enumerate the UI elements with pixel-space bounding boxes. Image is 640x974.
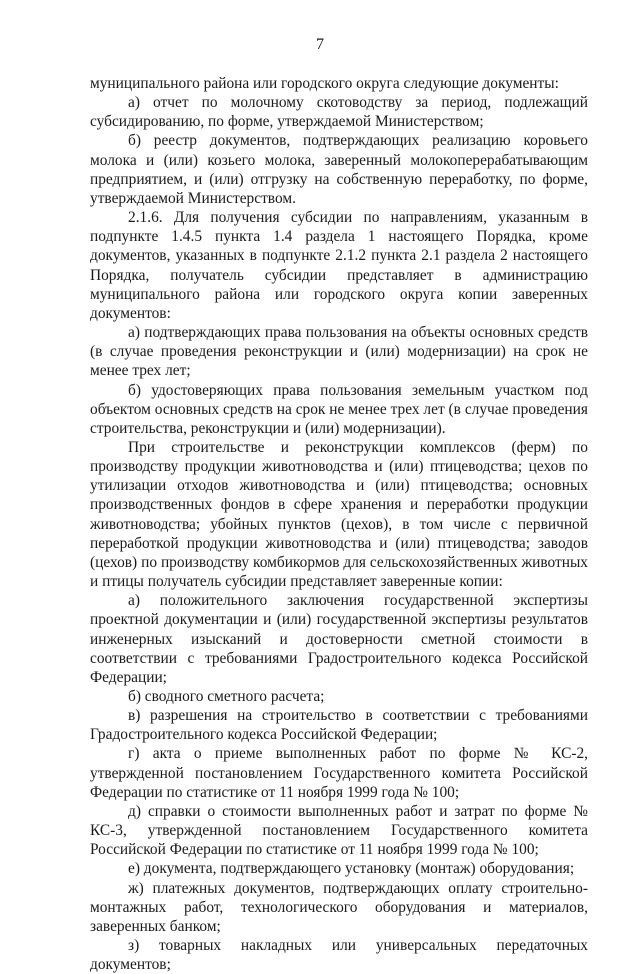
paragraph-item-v-permit: в) разрешения на строительство в соответствии с требованиями Градостроительного кодекса Российской Федерации; [90,707,588,744]
paragraph-intro: муниципального района или городского округа следующие документы: [90,75,559,92]
paragraph-item-a-dairy-report: а) отчет по молочному скотоводству за период, подлежащий субсидированию, по форме, утверждаемой Министерством; [90,94,588,131]
page-number: 7 [316,36,324,53]
paragraph-item-a-expertise: а) положительного заключения государственной экспертизы проектной документации и (или) государственной экспертизы результатов инженерных изысканий и достоверности сметной стоимости в соответствии с требованиями Градостроительного кодекса Российской Федерации; [90,592,588,686]
paragraph-item-g-ks2: г) акта о приеме выполненных работ по форме № КС-2, утвержденной постановлением Государственного комитета Российской Федерации по статистике от 11 ноября 1999 года № 100; [90,745,588,801]
paragraph-item-d-ks3: д) справки о стоимости выполненных работ и затрат по форме № КС-3, утвержденной постановлением Государственного комитета Российской Федерации по статистике от 11 ноября 1999 года № 100; [90,802,588,859]
paragraph-item-a-usage-rights: а) подтверждающих права пользования на объекты основных средств (в случае проведения реконструкции и (или) модернизации) на срок не менее трех лет; [90,324,588,380]
paragraph-clause-2-1-6: 2.1.6. Для получения субсидии по направлениям, указанным в подпункте 1.4.5 пункта 1.4 раздела 1 настоящего Порядка, кроме документов, указанных в подпункте 2.1.2 пункта 2.1 раздела 2 настоящего Порядка, получатель субсидии представляет в администрацию муниципального района или городского округа копии заверенных документов: [90,209,588,322]
paragraph-item-z-invoices: з) товарных накладных или универсальных передаточных документов; [90,937,588,974]
document-body [90,74,588,974]
paragraph-item-zh-payments: ж) платежных документов, подтверждающих оплату строительно-монтажных работ, технологического оборудования и материалов, заверенных банком; [90,879,588,935]
paragraph-item-b-land-rights: б) удостоверяющих права пользования земельным участком под объектом основных средств на срок не менее трех лет (в случае проведения строительства, реконструкции и (или) модернизации). [90,381,588,437]
paragraph-construction: При строительстве и реконструкции комплексов (ферм) по производству продукции животноводства и (или) птицеводства; цехов по утилизации отходов животноводства и (или) птицеводства; основных производственных фондов в сфере хранения и переработки продукции животноводства; убойных пунктов (цехов), в том числе с первичной переработкой продукции животноводства и (или) птицеводства; заводов (цехов) по производству комбикормов для сельскохозяйственных животных и птицы получатель субсидии представляет заверенные копии: [90,438,588,591]
paragraph-item-b-milk-registry: б) реестр документов, подтверждающих реализацию коровьего молока и (или) козьего молока, заверенный молокоперерабатывающим предприятием, и (или) отгрузку на собственную переработку, по форме, утверждаемой Министерством. [90,132,588,207]
paragraph-item-b-estimate: б) сводного сметного расчета; [128,688,325,705]
paragraph-item-e-installation: е) документа, подтверждающего установку (монтаж) оборудования; [128,860,575,878]
